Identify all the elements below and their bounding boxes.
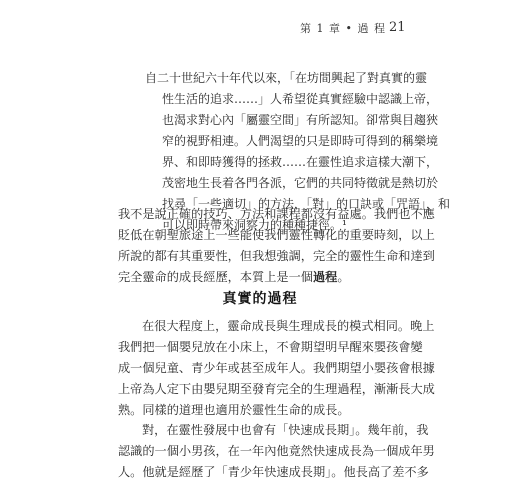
quote-line: 可以即時帶來洞察力的種種捷徑。¹	[162, 218, 347, 232]
quote-line: 自二十世紀六十年代以來，「在坊間興起了對真實的靈	[145, 71, 428, 85]
emphasis-text: 過程	[313, 270, 338, 284]
paragraph-line	[118, 267, 403, 288]
paragraph-line: 我不是說正確的技巧、方法和課程都沒有益處。我們也不應	[118, 207, 435, 221]
paragraph-line: 我們把一個嬰兒放在小床上，不會期望明早醒來嬰孩會變	[118, 340, 423, 354]
running-header: 第 1 章 • 過 程	[300, 22, 386, 35]
quote-line: 窄的視野相連。人們渴望的只是即時可得到的稱樂境	[162, 134, 439, 148]
paragraph-line: 成一個兒童、青少年或甚至成年人。我們期望小嬰孩會根據	[118, 361, 435, 375]
body-paragraph	[118, 316, 435, 421]
quote-line: 茂密地生長着各門各派，它們的共同特徵就是熱切於	[162, 176, 439, 190]
paragraph-line: 上帝為人定下由嬰兒期至發育完全的生理過程，漸漸長大成	[118, 382, 435, 396]
paragraph-line: 對，在靈性發展中也會有「快速成長期」。幾年前，我	[142, 423, 429, 437]
paragraph-line: 熟。同樣的道理也適用於靈性生命的成長。	[118, 403, 350, 417]
quote-line: 也渴求對心內「屬靈空間」有所認知。卻常與目趨狹	[162, 113, 439, 127]
paragraph-line: 在很大程度上，靈命成長與生理成長的模式相同。晚上	[142, 319, 435, 333]
quote-line: 界、和即時獲得的拯救……在靈性追求這樣大潮下，	[162, 155, 439, 169]
paragraph-text: 。	[337, 270, 350, 284]
page-number: 21	[389, 20, 406, 35]
paragraph-line: 所說的都有其重要性，但我想強調，完全的靈性生命和達到	[118, 249, 435, 263]
quote-line: 找尋「一些適切」的方法，「對」的口訣或「咒語」，和	[162, 197, 451, 211]
paragraph-text: 完全靈命的成長經歷，本質上是一個	[118, 270, 313, 284]
body-paragraph	[118, 420, 435, 483]
paragraph-line: 認識的一個小男孩，在一年內他竟然快速成長為一個成年男	[118, 444, 435, 458]
paragraph-line: 人。他就是經歷了「青少年快速成長期」。他長高了差不多	[118, 465, 429, 479]
paragraph-line: 貶低在朝聖旅途上一些能使我們靈性轉化的重要時刻，以上	[118, 228, 435, 242]
body-paragraph	[118, 204, 435, 288]
quote-line: 性生活的追求……」人希望從真實經驗中認識上帝，	[162, 92, 439, 106]
section-heading: 真實的過程	[222, 291, 298, 307]
